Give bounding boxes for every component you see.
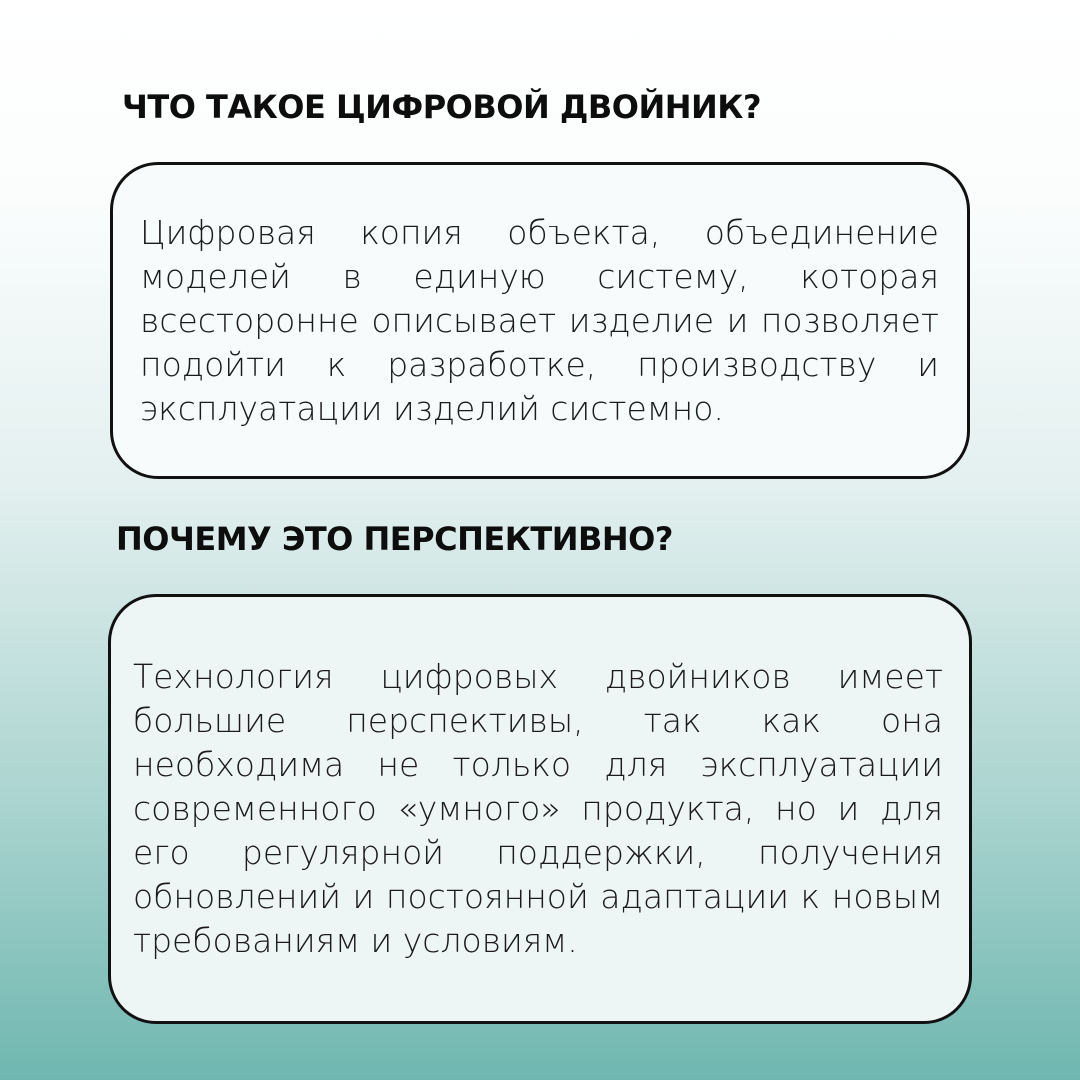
heading-what-is-digital-twin: ЧТО ТАКОЕ ЦИФРОВОЙ ДВОЙНИК? — [122, 88, 762, 126]
prospects-card — [108, 594, 972, 1024]
definition-card — [110, 162, 970, 479]
prospects-text: Технология цифровых двойников имеет большие перспективы, так как она необходима не только для эксплуатации современного «умного» продукта, но и для его регулярной поддержки, получения обновлений и постоянной адаптации к новым требованиям и условиям. — [133, 657, 943, 960]
definition-text: Цифровая копия объекта, объединение моделей в единую систему, которая всесторонне описывает изделие и позволяет подойти к разработке, производству и эксплуатации изделий системно. — [140, 212, 939, 428]
heading-why-promising: ПОЧЕМУ ЭТО ПЕРСПЕКТИВНО? — [116, 520, 673, 558]
